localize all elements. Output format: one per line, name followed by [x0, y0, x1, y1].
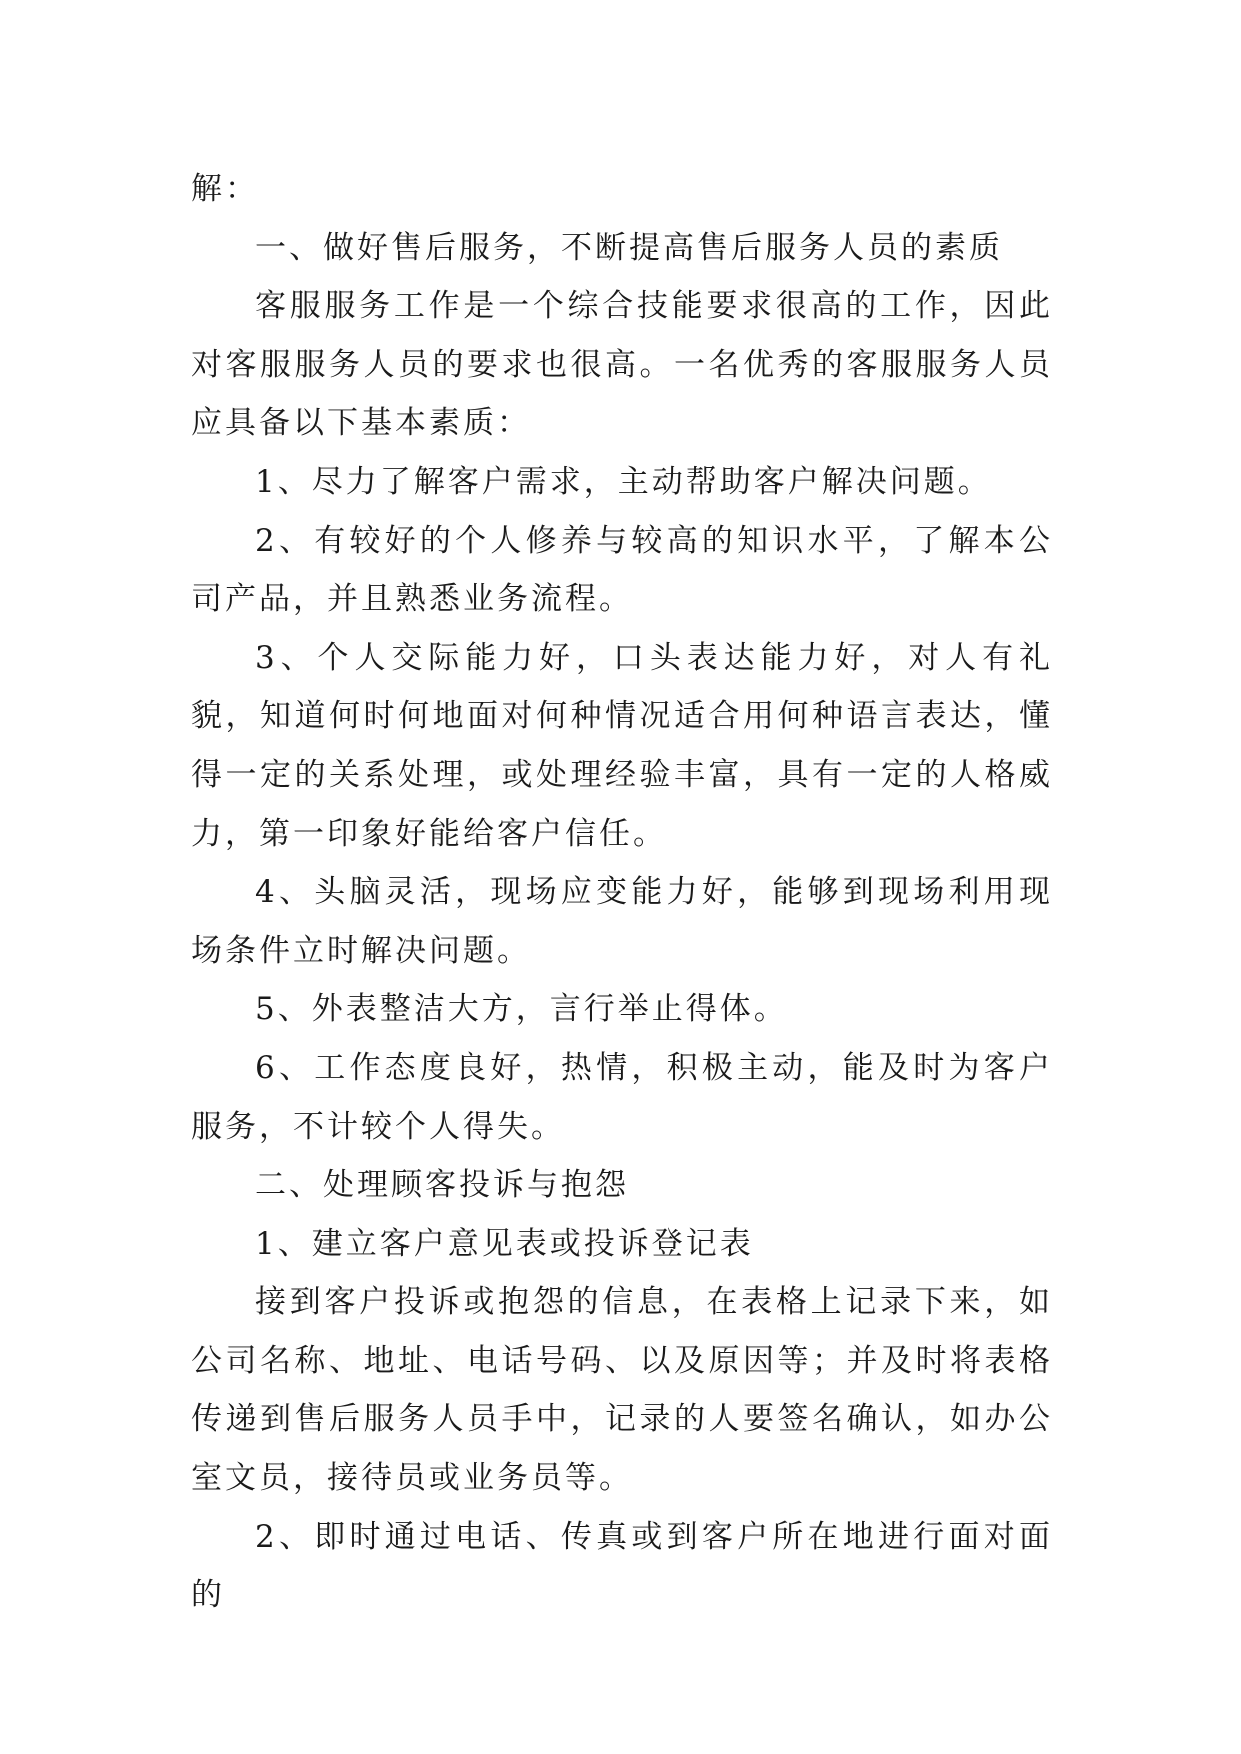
list-item-1: 1、尽力了解客户需求，主动帮助客户解决问题。	[255, 463, 992, 500]
list-item-6: 6、工作态度良好，热情，积极主动，能及时为客户服务，不计较个人得失。	[191, 1049, 1053, 1145]
section-heading-1: 一、做好售后服务，不断提高售后服务人员的素质	[255, 229, 1003, 266]
sub-item-1: 1、建立客户意见表或投诉登记表	[255, 1225, 754, 1262]
list-item-4: 4、头脑灵活，现场应变能力好，能够到现场利用现场条件立时解决问题。	[191, 874, 1053, 969]
sub-item-2: 2、即时通过电话、传真或到客户所在地进行面对面的	[191, 1518, 1053, 1614]
paragraph-complaint-record: 接到客户投诉或抱怨的信息，在表格上记录下来，如公司名称、地址、电话号码、以及原因等；并及时将表格传递到售后服务人员手中，记录的人要签名确认，如办公室文员，接待员或业务员等。	[191, 1284, 1053, 1497]
document-body	[191, 160, 1053, 1625]
answer-label: 解：	[191, 171, 259, 207]
section-heading-2: 二、处理顾客投诉与抱怨	[255, 1167, 629, 1204]
list-item-3: 3、个人交际能力好，口头表达能力好，对人有礼貌，知道何时何地面对何种情况适合用何种语言表达，懂得一定的关系处理，或处理经验丰富，具有一定的人格威力，第一印象好能给客户信任。	[191, 639, 1053, 852]
paragraph-intro: 客服服务工作是一个综合技能要求很高的工作，因此对客服服务人员的要求也很高。一名优秀的客服服务人员应具备以下基本素质：	[191, 288, 1053, 442]
list-item-5: 5、外表整洁大方，言行举止得体。	[255, 991, 788, 1028]
list-item-2: 2、有较好的个人修养与较高的知识水平，了解本公司产品，并且熟悉业务流程。	[191, 522, 1053, 618]
